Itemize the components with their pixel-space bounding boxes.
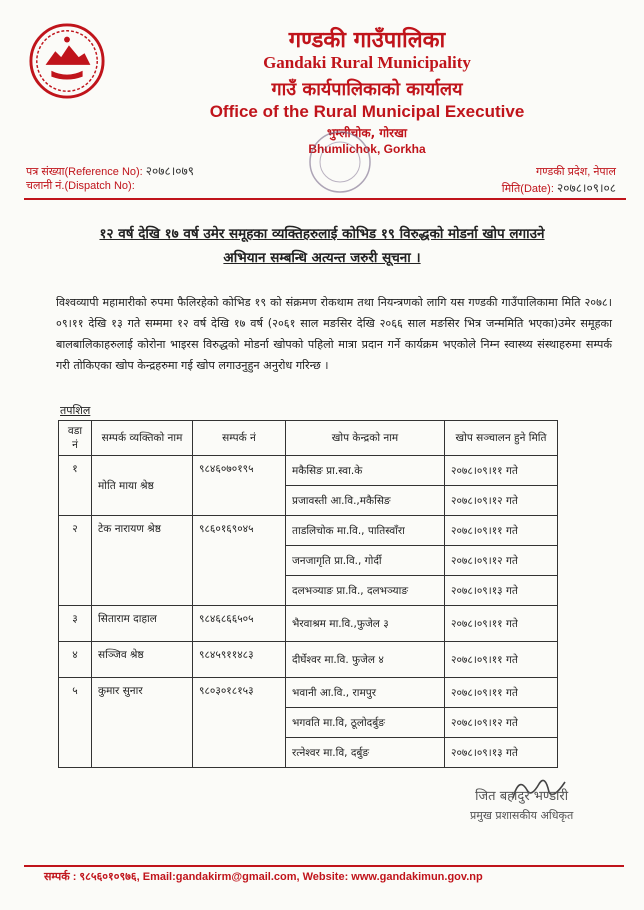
contact-person: टेक नारायण श्रेष्ठ: [92, 516, 193, 606]
contact-person: सञ्जिव श्रेष्ठ: [92, 642, 193, 678]
footer-contact: सम्पर्क : ९८५६०१०९७६, Email:gandakirm@gmail.com, Website: www.gandakimun.gov.np: [44, 871, 483, 883]
province-label: गण्डकी प्रदेश, नेपाल: [535, 166, 616, 178]
header-contact-person: सम्पर्क व्यक्तिको नाम: [92, 421, 193, 456]
letter-date: मिति(Date): २०७८।०९।०८: [501, 181, 616, 195]
table-row: [59, 516, 558, 546]
vaccination-date: २०७८।०९।१२ गते: [445, 708, 558, 738]
table-header-row: [59, 421, 558, 456]
address-np: भुम्लीचोक, गोरखा: [326, 126, 408, 140]
vaccination-date: २०७८।०९।११ गते: [445, 516, 558, 546]
table-row: [59, 456, 558, 486]
nepal-emblem-icon: [28, 22, 106, 100]
vaccination-date: २०७८।०९।११ गते: [445, 456, 558, 486]
table-row: [59, 642, 558, 678]
vaccine-center: रत्नेश्वर मा.वि, दर्बुङ: [286, 738, 445, 768]
office-name-en: Office of the Rural Municipal Executive: [209, 102, 525, 121]
vaccine-center: भैरवाश्रम मा.वि.,फुजेल ३: [286, 606, 445, 642]
ward-number: १: [59, 456, 92, 516]
notice-title-line2: अभियान सम्बन्धि अत्यन्त जरुरी सूचना ।: [223, 250, 421, 266]
vaccination-date: २०७८।०९।१३ गते: [445, 576, 558, 606]
vaccine-center: प्रजावस्ती आ.वि.,मकैसिङ: [286, 486, 445, 516]
ward-number: ५: [59, 678, 92, 768]
signatory-block: [470, 786, 573, 823]
vaccination-date: २०७८।०९।११ गते: [445, 678, 558, 708]
footer-divider: [24, 865, 624, 867]
ward-number: ३: [59, 606, 92, 642]
municipality-name-en: Gandaki Rural Municipality: [263, 53, 471, 72]
dispatch-number: चलानी नं.(Dispatch No):: [26, 180, 135, 192]
signatory-designation: प्रमुख प्रशासकीय अधिकृत: [470, 809, 574, 822]
contact-number: ९८४६८६६५०५: [193, 606, 286, 642]
notice-title-line1: १२ वर्ष देखि १७ वर्ष उमेर समूहका व्यक्तिहरुलाई कोभिड १९ विरुद्धको मोडर्ना खोप लगाउने: [99, 226, 545, 242]
contact-person: सिताराम दाहाल: [92, 606, 193, 642]
vaccination-schedule-table: [58, 420, 558, 768]
table-row: [59, 606, 558, 642]
vaccination-date: २०७८।०९।११ गते: [445, 642, 558, 678]
header-vaccination-date: खोप सञ्चालन हुने मिति: [445, 421, 558, 456]
office-stamp-icon: [300, 122, 380, 202]
address-en: Bhumlichok, Gorkha: [308, 142, 426, 156]
contact-number: ९८४६०७०१९५: [193, 456, 286, 516]
header-divider: [24, 198, 626, 200]
vaccine-center: मकैसिङ प्रा.स्वा.के: [286, 456, 445, 486]
contact-person: मोति माया श्रेष्ठ: [92, 456, 193, 516]
ward-number: ४: [59, 642, 92, 678]
contact-number: ९८०३०१८१५३: [193, 678, 286, 768]
vaccination-date: २०७८।०९।१२ गते: [445, 486, 558, 516]
details-label: तपशिल: [60, 404, 91, 417]
vaccination-date: २०७८।०९।१३ गते: [445, 738, 558, 768]
vaccine-center: भगवति मा.वि, ठूलोदर्बुङ: [286, 708, 445, 738]
signatory-name: जित बहादुर भण्डारी: [475, 789, 569, 804]
vaccination-date: २०७८।०९।१२ गते: [445, 546, 558, 576]
vaccine-center: दीर्घेश्वर मा.वि. फुजेल ४: [286, 642, 445, 678]
office-name-np: गाउँ कार्यपालिकाको कार्यालय: [271, 79, 463, 100]
header-vaccine-center: खोप केन्द्रको नाम: [286, 421, 445, 456]
header-contact-number: सम्पर्क नं: [193, 421, 286, 456]
table-row: [59, 678, 558, 708]
vaccine-center: दलभञ्याङ प्रा.वि., दलभञ्याङ: [286, 576, 445, 606]
municipality-name-np: गण्डकी गाउँपालिका: [288, 28, 446, 53]
contact-number: ९८४५९११४८३: [193, 642, 286, 678]
vaccine-center: जनजागृति प्रा.वि., गोर्दी: [286, 546, 445, 576]
contact-number: ९८६०१६९०४५: [193, 516, 286, 606]
reference-number: पत्र संख्या(Reference No): २०७८।०७९: [26, 164, 195, 178]
vaccination-date: २०७८।०९।११ गते: [445, 606, 558, 642]
vaccine-center: ताडलिचोक मा.वि., पातिस्वाँरा: [286, 516, 445, 546]
contact-person: कुमार सुनार: [92, 678, 193, 768]
notice-body: विश्वव्यापी महामारीको रुपमा फैलिरहेको कोभिड १९ को संक्रमण रोकथाम तथा नियन्त्रणको लागि यस गण्डकी गाउँपालिकामा मिति २०७८।०९।११ देखि १३ गते सम्ममा १२ वर्ष देखि १७ वर्ष (२०६१ साल मङसिर देखि २०६६ साल मङसिर भित्र जन्ममिति भएका)उमेर समूहका बालबालिकाहरुलाई कोरोना भाइरस विरुद्धको मोडर्ना खोपको पहिलो मात्रा प्रदान गर्ने कार्यक्रम भएकोले निम्न स्वास्थ्य संस्थाहरुमा सम्पर्क गरी तोकिएका खोप केन्द्रहरुमा गई खोप लगाउनुहुन अनुरोध गरिन्छ ।: [56, 296, 612, 372]
header-ward: वडा नं: [59, 421, 92, 456]
ward-number: २: [59, 516, 92, 606]
vaccine-center: भवानी आ.वि., रामपुर: [286, 678, 445, 708]
